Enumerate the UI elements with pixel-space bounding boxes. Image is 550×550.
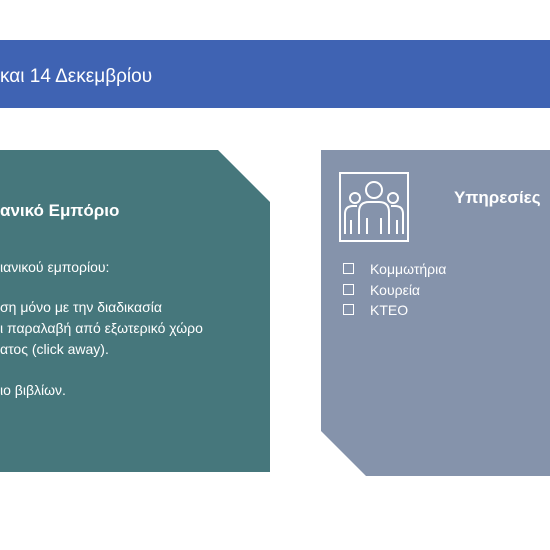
retail-card-line: ση μόνο με την διαδικασία bbox=[0, 299, 162, 315]
retail-card-title: ανικό Εμπόριο bbox=[0, 201, 120, 220]
retail-card-line: ι παραλαβή από εξωτερικό χώρο bbox=[0, 320, 203, 336]
service-item-label: Κουρεία bbox=[370, 282, 421, 298]
checkbox-icon bbox=[343, 263, 354, 274]
retail-card-line: ιανικού εμπορίου: bbox=[0, 259, 110, 275]
retail-card-line: ιο βιβλίων. bbox=[0, 382, 66, 398]
service-item-label: Κομμωτήρια bbox=[370, 261, 447, 277]
checkbox-icon bbox=[343, 284, 354, 295]
services-card-title: Υπηρεσίες bbox=[454, 188, 541, 207]
people-group-icon bbox=[339, 172, 409, 242]
retail-card-line: ατος (click away). bbox=[0, 341, 109, 357]
checkbox-icon bbox=[343, 304, 354, 315]
slide-title: και 14 Δεκεμβρίου bbox=[0, 66, 153, 87]
service-item-label: ΚΤΕΟ bbox=[370, 302, 409, 318]
